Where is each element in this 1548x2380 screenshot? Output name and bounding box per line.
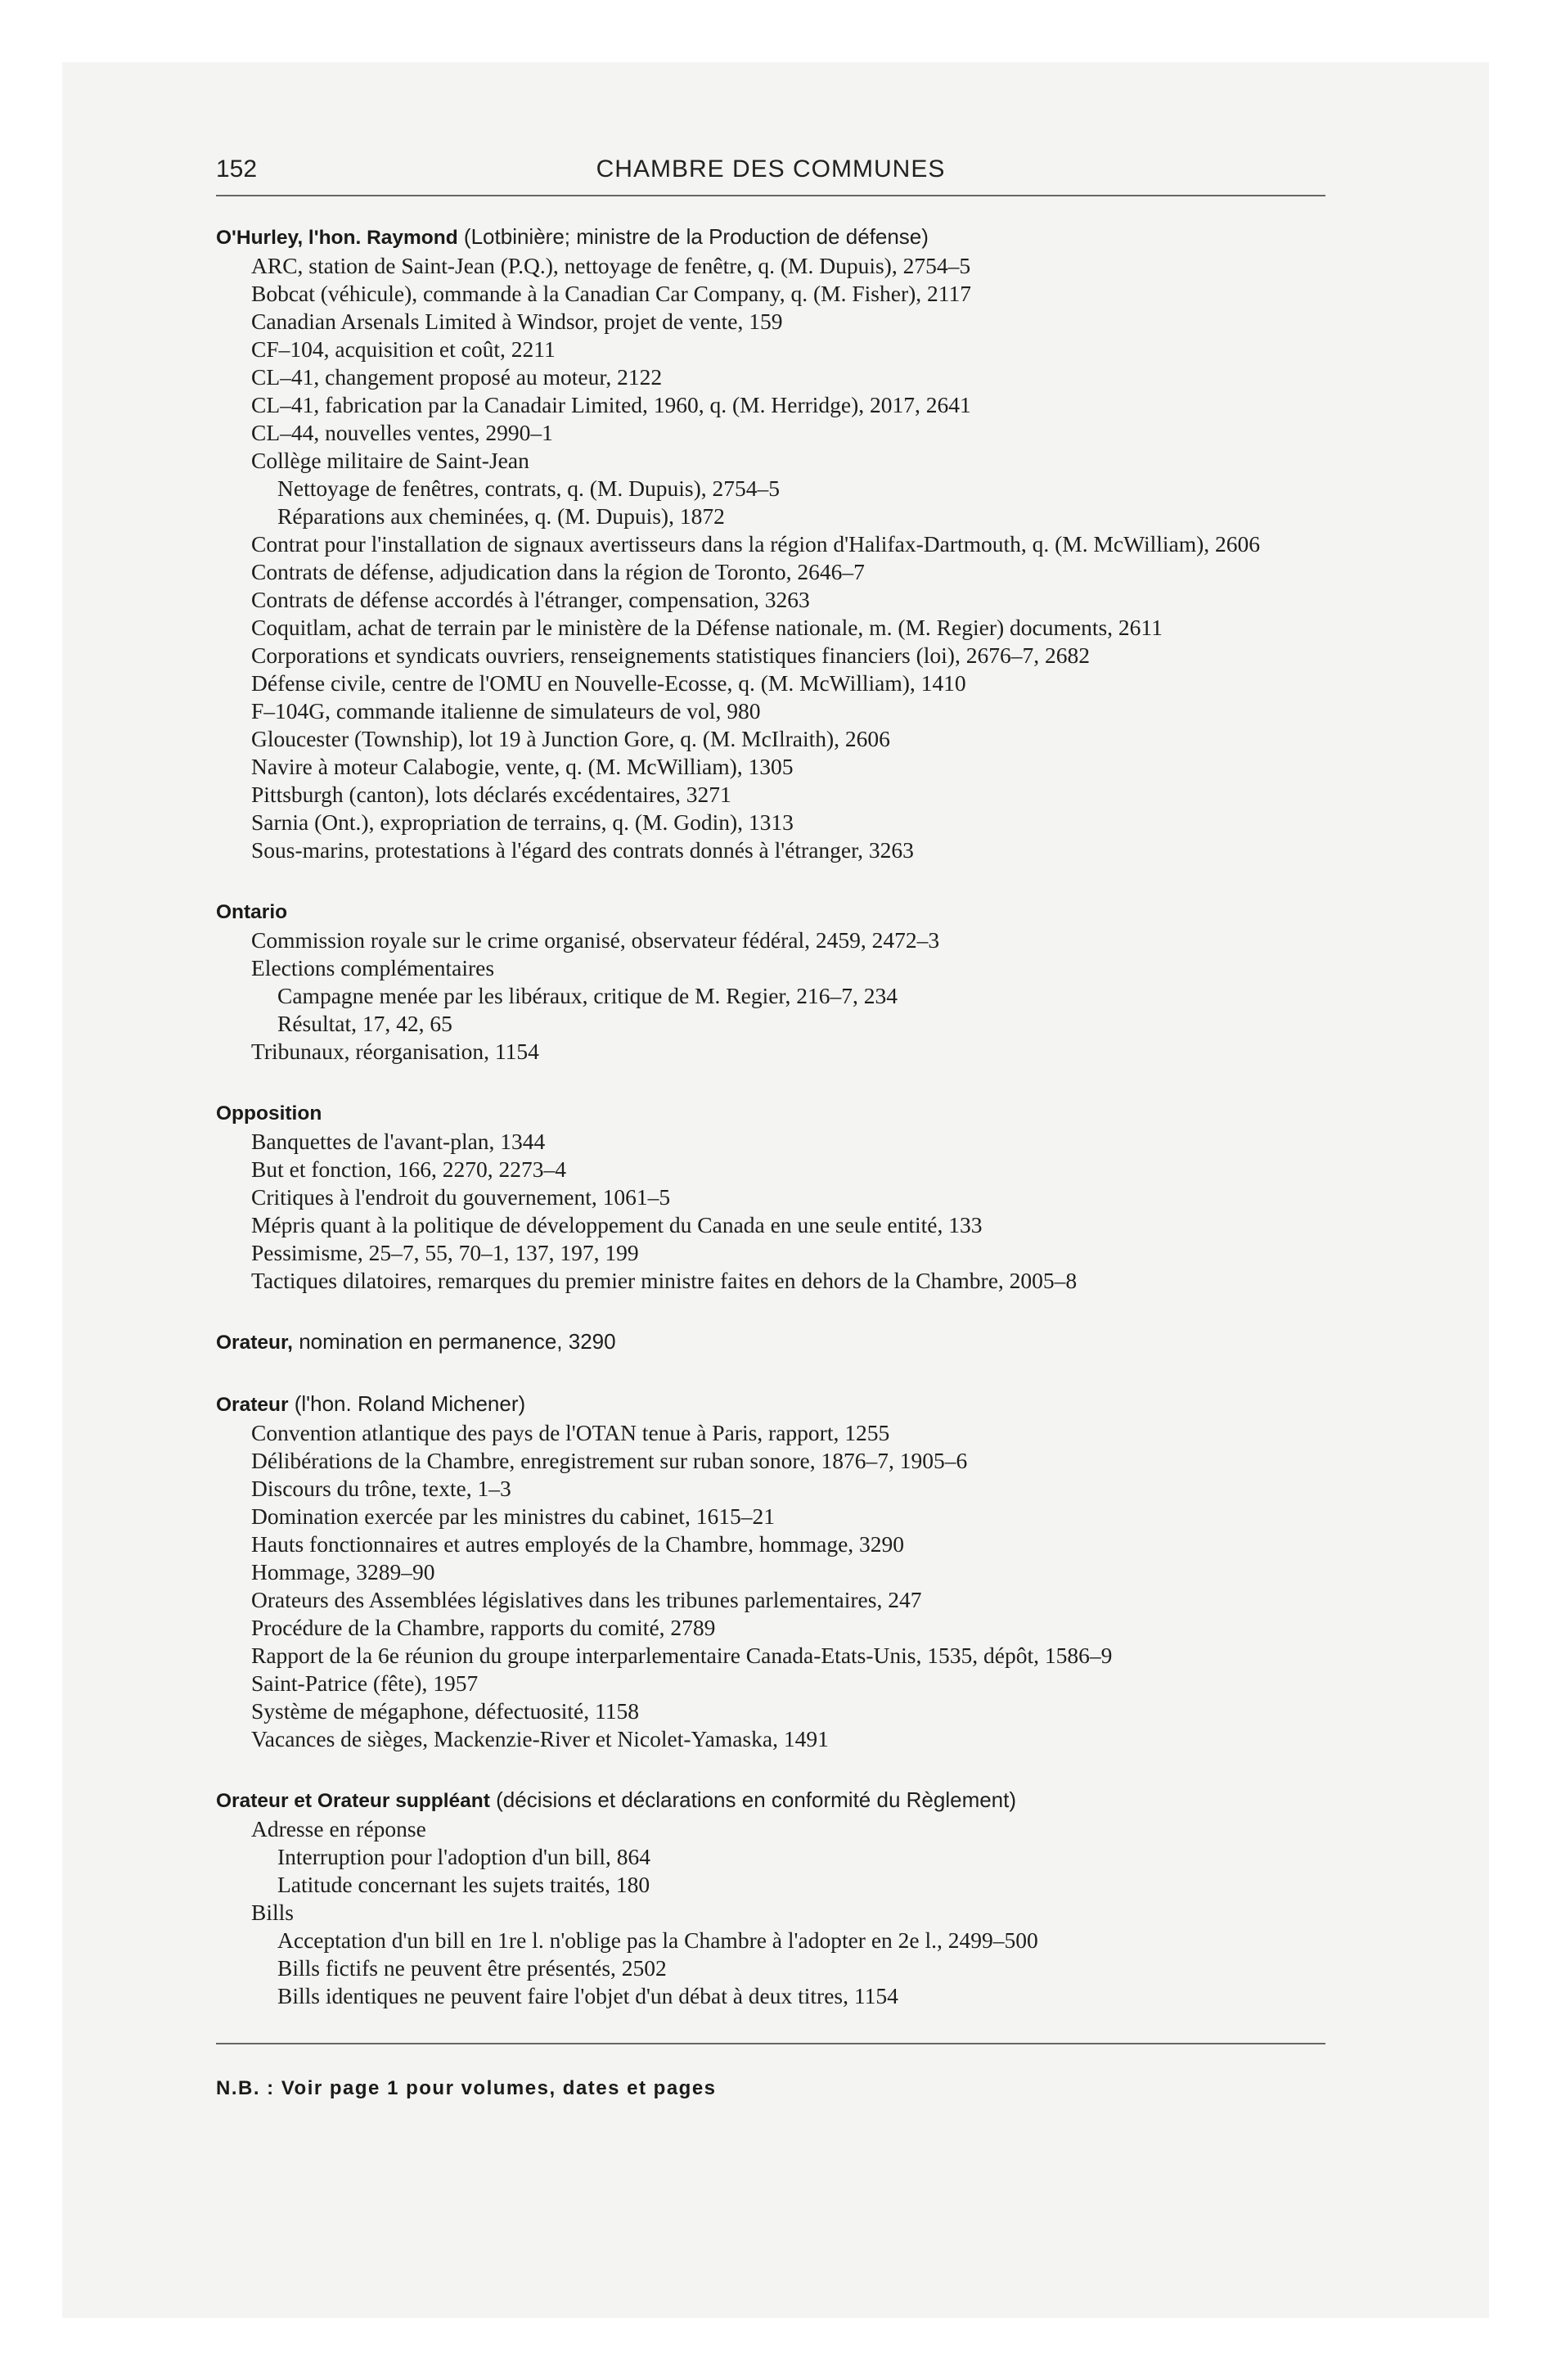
section-heading — [216, 223, 1325, 252]
heading-name: Orateur — [216, 1394, 289, 1416]
heading-name: Orateur, — [216, 1332, 293, 1354]
index-entry: Domination exercée par les ministres du cabinet, 1615–21 — [251, 1503, 775, 1529]
section-heading — [216, 1327, 1325, 1357]
index-entry: Bills — [251, 1900, 294, 1925]
index-entry: Saint-Patrice (fête), 1957 — [251, 1670, 479, 1696]
index-entry: Canadian Arsenals Limited à Windsor, projet de vente, 159 — [251, 309, 783, 334]
index-entry: Sous-marins, protestations à l'égard des contrats donnés à l'étranger, 3263 — [251, 837, 914, 863]
index-subentry: Résultat, 17, 42, 65 — [277, 1011, 452, 1036]
section-heading — [216, 1390, 1325, 1419]
index-entry: Discours du trône, texte, 1–3 — [251, 1476, 511, 1501]
index-entry: CL–41, changement proposé au moteur, 2122 — [251, 364, 663, 390]
index-entry: ARC, station de Saint-Jean (P.Q.), nettoyage de fenêtre, q. (M. Dupuis), 2754–5 — [251, 253, 971, 278]
heading-name: Orateur et Orateur suppléant — [216, 1790, 490, 1812]
header-rule — [216, 195, 1325, 196]
index-entry: Système de mégaphone, défectuosité, 1158 — [251, 1698, 639, 1724]
index-entry: Mépris quant à la politique de développement du Canada en une seule entité, 133 — [251, 1212, 983, 1237]
index-entry: Corporations et syndicats ouvriers, renseignements statistiques financiers (loi), 2676–7, 2682 — [251, 642, 1090, 668]
index-subentry: Réparations aux cheminées, q. (M. Dupuis), 1872 — [277, 503, 725, 529]
index-entry: Convention atlantique des pays de l'OTAN tenue à Paris, rapport, 1255 — [251, 1420, 890, 1445]
heading-name: Opposition — [216, 1102, 322, 1125]
index-entries — [216, 223, 1325, 2010]
heading-qualifier: (décisions et déclarations en conformité du Règlement) — [489, 1787, 1017, 1812]
heading-qualifier: (l'hon. Roland Michener) — [288, 1391, 526, 1416]
index-section — [216, 897, 1325, 1066]
index-entry: Bobcat (véhicule), commande à la Canadian Car Company, q. (M. Fisher), 2117 — [251, 281, 972, 306]
index-section — [216, 1390, 1325, 1753]
index-entry: Rapport de la 6e réunion du groupe interparlementaire Canada-Etats-Unis, 1535, dépôt, 1586–9 — [251, 1643, 1113, 1668]
index-entry: Collège militaire de Saint-Jean — [251, 448, 529, 473]
index-entry: Défense civile, centre de l'OMU en Nouvelle-Ecosse, q. (M. McWilliam), 1410 — [251, 670, 966, 696]
index-section — [216, 1786, 1325, 2010]
index-entry: Commission royale sur le crime organisé, observateur fédéral, 2459, 2472–3 — [251, 927, 940, 953]
index-entry: Elections complémentaires — [251, 955, 495, 980]
heading-name: O'Hurley, l'hon. Raymond — [216, 227, 458, 249]
index-entry: CL–41, fabrication par la Canadair Limited, 1960, q. (M. Herridge), 2017, 2641 — [251, 392, 971, 417]
index-entry: Pittsburgh (canton), lots déclarés excédentaires, 3271 — [251, 782, 731, 807]
index-entry: Hommage, 3289–90 — [251, 1559, 435, 1584]
section-heading — [216, 1786, 1325, 1815]
index-subentry: Acceptation d'un bill en 1re l. n'oblige pas la Chambre à l'adopter en 2e l., 2499–500 — [277, 1927, 1038, 1953]
index-section — [216, 1098, 1325, 1295]
index-entry: F–104G, commande italienne de simulateurs de vol, 980 — [251, 698, 761, 723]
heading-qualifier: nomination en permanence, 3290 — [292, 1329, 616, 1354]
index-subentry: Campagne menée par les libéraux, critique de M. Regier, 216–7, 234 — [277, 983, 898, 1008]
heading-qualifier: (Lotbinière; ministre de la Production de défense) — [457, 224, 929, 249]
index-entry: Contrats de défense, adjudication dans la région de Toronto, 2646–7 — [251, 559, 865, 584]
index-entry: Contrat pour l'installation de signaux avertisseurs dans la région d'Halifax-Dartmouth, q. (M. McWilliam), 2606 — [251, 531, 1261, 557]
page-number: 152 — [216, 156, 258, 183]
index-entry: Contrats de défense accordés à l'étranger, compensation, 3263 — [251, 587, 810, 612]
index-entry: Délibérations de la Chambre, enregistrement sur ruban sonore, 1876–7, 1905–6 — [251, 1448, 968, 1473]
index-entry: Vacances de sièges, Mackenzie-River et Nicolet-Yamaska, 1491 — [251, 1726, 829, 1751]
section-heading — [216, 897, 1325, 926]
page-title: CHAMBRE DES COMMUNES — [596, 156, 946, 183]
index-entry: Tribunaux, réorganisation, 1154 — [251, 1039, 539, 1064]
index-subentry: Bills identiques ne peuvent faire l'objet d'un débat à deux titres, 1154 — [277, 1983, 898, 2008]
index-entry: Sarnia (Ont.), expropriation de terrains, q. (M. Godin), 1313 — [251, 809, 794, 835]
index-entry: Gloucester (Township), lot 19 à Junction Gore, q. (M. McIlraith), 2606 — [251, 726, 890, 751]
index-entry: Pessimisme, 25–7, 55, 70–1, 137, 197, 199 — [251, 1240, 639, 1265]
index-subentry: Bills fictifs ne peuvent être présentés, 2502 — [277, 1955, 667, 1981]
index-entry: Navire à moteur Calabogie, vente, q. (M. McWilliam), 1305 — [251, 754, 794, 779]
index-section — [216, 1327, 1325, 1357]
index-subentry: Interruption pour l'adoption d'un bill, 864 — [277, 1844, 650, 1869]
index-entry: But et fonction, 166, 2270, 2273–4 — [251, 1156, 566, 1182]
page-content — [216, 147, 1325, 2100]
index-entry: Procédure de la Chambre, rapports du comité, 2789 — [251, 1615, 716, 1640]
index-entry: Orateurs des Assemblées législatives dans les tribunes parlementaires, 247 — [251, 1587, 922, 1612]
index-entry: CL–44, nouvelles ventes, 2990–1 — [251, 420, 553, 445]
index-entry: Adresse en réponse — [251, 1816, 426, 1841]
page-header — [216, 147, 1325, 195]
heading-name: Ontario — [216, 901, 288, 923]
index-entry: CF–104, acquisition et coût, 2211 — [251, 336, 556, 362]
index-subentry: Nettoyage de fenêtres, contrats, q. (M. Dupuis), 2754–5 — [277, 476, 781, 501]
index-entry: Tactiques dilatoires, remarques du premier ministre faites en dehors de la Chambre, 2005–8 — [251, 1268, 1078, 1293]
index-entry: Critiques à l'endroit du gouvernement, 1061–5 — [251, 1184, 671, 1210]
footer-rule — [216, 2043, 1325, 2044]
index-section — [216, 223, 1325, 864]
index-entry: Hauts fonctionnaires et autres employés de la Chambre, hommage, 3290 — [251, 1531, 905, 1557]
footnote: N.B. : Voir page 1 pour volumes, dates et pages — [216, 2077, 717, 2099]
index-entry: Coquitlam, achat de terrain par le ministère de la Défense nationale, m. (M. Regier) documents, 2611 — [251, 615, 1163, 640]
index-entry: Banquettes de l'avant-plan, 1344 — [251, 1129, 546, 1154]
section-heading — [216, 1098, 1325, 1128]
index-subentry: Latitude concernant les sujets traités, 180 — [277, 1872, 650, 1897]
